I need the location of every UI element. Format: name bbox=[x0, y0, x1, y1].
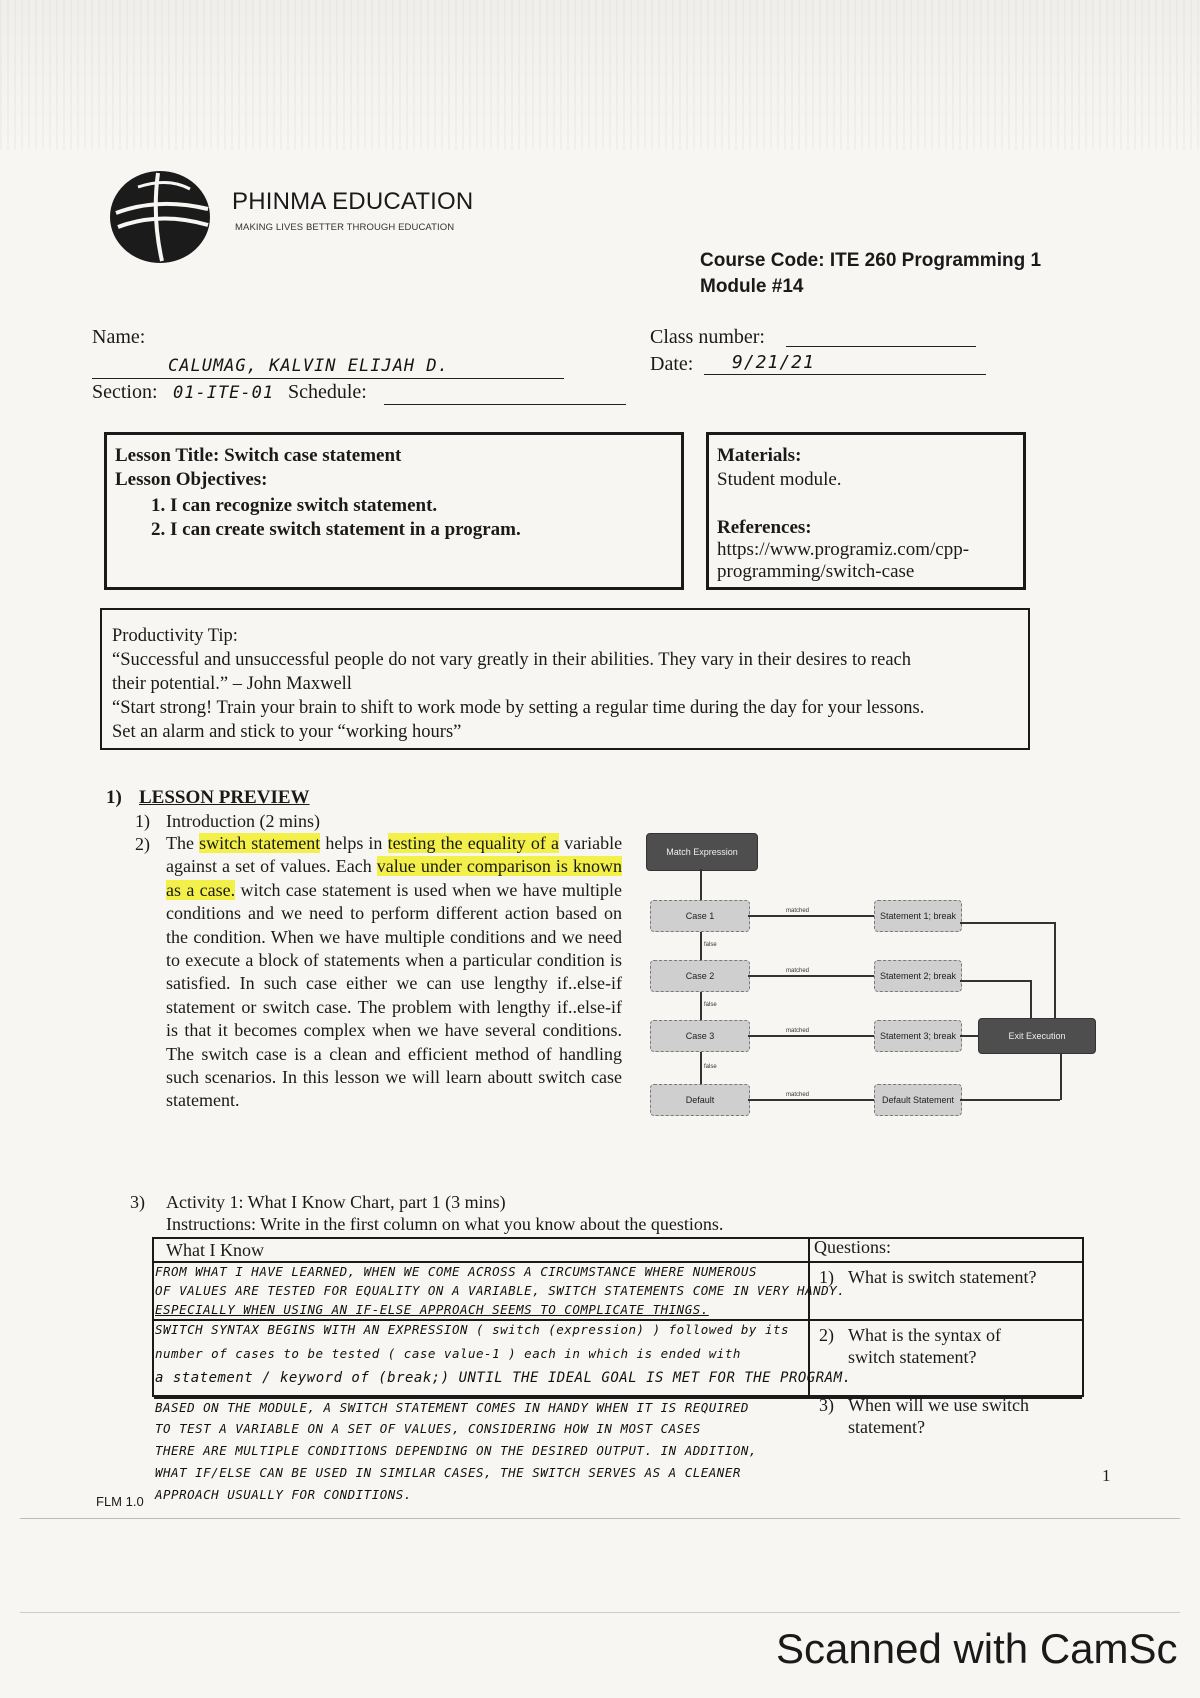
text-run: The bbox=[166, 833, 194, 853]
lesson-paragraph bbox=[166, 832, 622, 1113]
column-header-questions: Questions: bbox=[814, 1237, 892, 1257]
schedule-field[interactable] bbox=[384, 384, 626, 405]
answer-3-line: APPROACH USUALLY FOR CONDITIONS. bbox=[155, 1487, 412, 1502]
flowchart-statement-node: Statement 3; break bbox=[874, 1020, 962, 1052]
course-code: Course Code: ITE 260 Programming 1 bbox=[700, 250, 1042, 271]
phinma-logo-icon bbox=[108, 167, 218, 267]
question-text: switch statement? bbox=[848, 1347, 977, 1367]
flowchart-matched-label: matched bbox=[786, 968, 810, 974]
answer-1-line: ESPECIALLY WHEN USING AN IF-ELSE APPROACH SEEMS TO COMPLICATE THINGS. bbox=[155, 1302, 709, 1317]
flowchart-case-node: Case 3 bbox=[650, 1020, 750, 1052]
flowchart-connector bbox=[748, 1035, 874, 1037]
flowchart-exit-node: Exit Execution bbox=[978, 1018, 1096, 1054]
question-number: 1) bbox=[819, 1267, 834, 1287]
section-value: 01-ITE-01 bbox=[173, 383, 275, 403]
answer-2-line: a statement / keyword of (break;) UNTIL THE IDEAL GOAL IS MET FOR THE PROGRAM. bbox=[155, 1370, 852, 1386]
question-text: When will we use switch bbox=[848, 1395, 1029, 1415]
answer-3-line: BASED ON THE MODULE, A SWITCH STATEMENT COMES IN HANDY WHEN IT IS REQUIRED bbox=[155, 1400, 749, 1415]
activity-number: 3) bbox=[130, 1192, 145, 1212]
date-label: Date: bbox=[650, 353, 694, 375]
answer-2-line: number of cases to be tested ( case value-1 ) each in which is ended with bbox=[155, 1346, 741, 1361]
item-number: 2) bbox=[135, 834, 150, 854]
flowchart-connector bbox=[960, 1099, 1060, 1101]
tip-quote-line: “Start strong! Train your brain to shift to work mode by setting a regular time during the day for your lessons. bbox=[112, 698, 925, 718]
page-number: 1 bbox=[1102, 1466, 1111, 1485]
flowchart-statement-node: Statement 1; break bbox=[874, 900, 962, 932]
references-link[interactable]: https://www.programiz.com/cpp- bbox=[717, 539, 970, 560]
flowchart-statement-node: Default Statement bbox=[874, 1084, 962, 1116]
flowchart-connector bbox=[1030, 980, 1032, 1018]
references-label: References: bbox=[717, 517, 812, 538]
flowchart-false-label: false bbox=[704, 1064, 717, 1070]
flowchart-case-node: Default bbox=[650, 1084, 750, 1116]
switch-flowchart bbox=[640, 830, 1100, 1130]
question-text: What is the syntax of bbox=[848, 1325, 1001, 1345]
scan-noise bbox=[0, 0, 1200, 150]
answer-3-line: TO TEST A VARIABLE ON A SET OF VALUES, CONSIDERING HOW IN MOST CASES bbox=[155, 1421, 701, 1436]
date-value: 9/21/21 bbox=[732, 352, 815, 373]
table-row-divider bbox=[154, 1319, 1082, 1321]
brand-tagline: MAKING LIVES BETTER THROUGH EDUCATION bbox=[235, 222, 455, 233]
flowchart-connector bbox=[960, 922, 1055, 924]
course-info bbox=[700, 248, 1041, 300]
column-header-what-i-know: What I Know bbox=[166, 1240, 264, 1260]
scan-divider bbox=[20, 1518, 1180, 1519]
objective-item: 2. I can create switch statement in a program. bbox=[151, 519, 521, 540]
materials-value: Student module. bbox=[717, 469, 842, 490]
lesson-preview-heading: LESSON PREVIEW bbox=[139, 787, 310, 808]
scan-divider bbox=[20, 1612, 1180, 1613]
flowchart-matched-label: matched bbox=[786, 908, 810, 914]
date-field[interactable] bbox=[704, 352, 986, 375]
text-run: variable against a set of values. Each bbox=[166, 833, 623, 877]
answer-3-line: WHAT IF/ELSE CAN BE USED IN SIMILAR CASES, THE SWITCH SERVES AS A CLEANER bbox=[155, 1465, 741, 1480]
text-run: witch case statement is used when we have multiple conditions and we need to perform different action based on the condition. When we have multiple conditions and we need to execute a block of statements when a particular condition is satisfied. In such case either we can use lengthy if..else-if statement or switch case. The problem with lengthy if..else-if is that it becomes complex when we have several conditions. The switch case is a clean and efficient method of handling such scenarios. In this lesson we will learn aboutt switch case statement. bbox=[166, 879, 623, 1111]
tip-quote-line: “Successful and unsuccessful people do not vary greatly in their abilities. They vary in their desires to reach bbox=[112, 650, 912, 670]
flowchart-start-node: Match Expression bbox=[646, 833, 758, 871]
question-number: 3) bbox=[819, 1395, 834, 1415]
highlighted-text: testing the equality of a bbox=[387, 833, 559, 853]
flowchart-connector bbox=[1060, 1050, 1062, 1100]
module-number: Module #14 bbox=[700, 276, 804, 297]
lesson-box bbox=[104, 432, 684, 590]
flowchart-matched-label: matched bbox=[786, 1028, 810, 1034]
flowchart-connector bbox=[1054, 922, 1056, 1018]
tip-label: Productivity Tip: bbox=[112, 626, 238, 646]
materials-box bbox=[706, 432, 1026, 590]
tip-quote-line: Set an alarm and stick to your “working hours” bbox=[112, 722, 462, 742]
camscanner-watermark: Scanned with CamSc bbox=[776, 1625, 1178, 1672]
flowchart-connector bbox=[748, 1099, 874, 1101]
flm-version: FLM 1.0 bbox=[96, 1494, 144, 1509]
name-field[interactable] bbox=[92, 356, 564, 379]
name-label: Name: bbox=[92, 326, 146, 348]
answer-3-line: THERE ARE MULTIPLE CONDITIONS DEPENDING ON THE DESIRED OUTPUT. IN ADDITION, bbox=[155, 1443, 757, 1458]
question-text: What is switch statement? bbox=[848, 1267, 1037, 1287]
table-header-divider bbox=[154, 1261, 1082, 1263]
objective-item: 1. I can recognize switch statement. bbox=[151, 495, 438, 516]
references-link[interactable]: programming/switch-case bbox=[717, 561, 915, 582]
flowchart-case-node: Case 2 bbox=[650, 960, 750, 992]
class-number-label: Class number: bbox=[650, 326, 765, 348]
flowchart-connector bbox=[748, 975, 874, 977]
class-number-field[interactable] bbox=[786, 326, 976, 347]
highlighted-text: value under comparison is known as a case. bbox=[166, 856, 622, 900]
flowchart-false-label: false bbox=[704, 1002, 717, 1008]
activity-title: Activity 1: What I Know Chart, part 1 (3 mins) bbox=[166, 1192, 506, 1212]
materials-label: Materials: bbox=[717, 445, 802, 466]
introduction-item: Introduction (2 mins) bbox=[166, 811, 320, 831]
flowchart-matched-label: matched bbox=[786, 1092, 810, 1098]
question-number: 2) bbox=[819, 1325, 834, 1345]
flowchart-false-label: false bbox=[704, 942, 717, 948]
section-number: 1) bbox=[106, 787, 122, 808]
answer-1-line: OF VALUES ARE TESTED FOR EQUALITY ON A VARIABLE, SWITCH STATEMENTS COME IN VERY HANDY. bbox=[155, 1283, 846, 1298]
answer-1-line: FROM WHAT I HAVE LEARNED, WHEN WE COME ACROSS A CIRCUMSTANCE WHERE NUMEROUS bbox=[155, 1264, 757, 1279]
text-run: helps in bbox=[325, 833, 383, 853]
tip-quote-line: their potential.” – John Maxwell bbox=[112, 674, 352, 694]
flowchart-statement-node: Statement 2; break bbox=[874, 960, 962, 992]
flowchart-connector bbox=[748, 915, 874, 917]
lesson-title: Lesson Title: Switch case statement bbox=[115, 445, 402, 466]
flowchart-connector bbox=[960, 980, 1030, 982]
productivity-tip-box bbox=[100, 608, 1030, 750]
schedule-label: Schedule: bbox=[288, 381, 367, 403]
name-value: CALUMAG, KALVIN ELIJAH D. bbox=[168, 356, 449, 376]
brand-name: PHINMA EDUCATION bbox=[232, 188, 474, 215]
highlighted-text: switch statement bbox=[199, 833, 321, 853]
item-number: 1) bbox=[135, 811, 150, 831]
flowchart-case-node: Case 1 bbox=[650, 900, 750, 932]
lesson-objectives-label: Lesson Objectives: bbox=[115, 469, 268, 490]
activity-instructions: Instructions: Write in the first column on what you know about the questions. bbox=[166, 1214, 724, 1234]
section-label: Section: bbox=[92, 381, 158, 403]
answer-2-line: SWITCH SYNTAX BEGINS WITH AN EXPRESSION ( switch (expression) ) followed by its bbox=[155, 1322, 790, 1337]
question-text: statement? bbox=[848, 1417, 925, 1437]
